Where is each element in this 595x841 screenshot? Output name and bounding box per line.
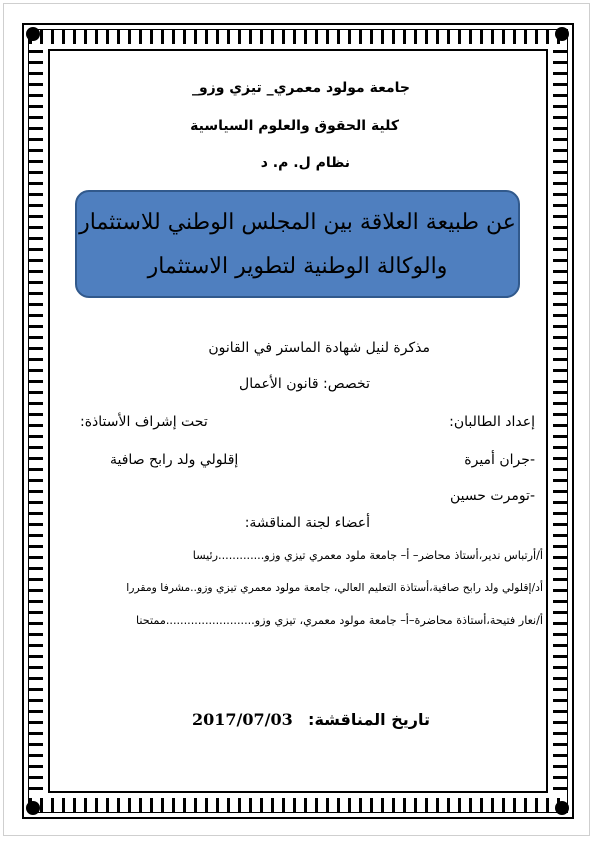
student-name: -تومرت حسين [449, 488, 535, 504]
thesis-title-line-1: عن طبيعة العلاقة بين المجلس الوطني للاستثمار [79, 210, 516, 235]
committee-member: أد/إقلولي ولد رابح صافية،أستاذة التعليم العالي، جامعة مولود معمري تيزي وزو..مشرفا ومقررا [126, 581, 543, 594]
corner-ornament-icon [555, 27, 569, 41]
committee-member: أ/نعار فتيحة،أستاذة محاضرة–أ– جامعة مولود معمري، تيزي وزو.........................ممتحنا [135, 614, 543, 627]
student-name: -جران أميرة [464, 452, 535, 468]
thesis-purpose: مذكرة لنيل شهادة الماستر في القانون [208, 340, 430, 356]
students-heading: إعداد الطالبان: [449, 414, 535, 430]
thesis-title-box [75, 190, 520, 298]
study-system: نظام ل. م. د [260, 155, 350, 171]
committee-heading: أعضاء لجنة المناقشة: [244, 515, 370, 531]
corner-ornament-icon [555, 801, 569, 815]
faculty-name: كلية الحقوق والعلوم السياسية [190, 118, 399, 134]
supervisor-heading: تحت إشراف الأستاذة: [80, 414, 208, 430]
corner-ornament-icon [26, 27, 40, 41]
thesis-title-line-2: والوكالة الوطنية لتطوير الاستثمار [147, 254, 448, 279]
committee-member: أ/أرتباس ندير،أستاذ محاضر– أ– جامعة ملود معمري تيزي وزو.............رئيسا [192, 549, 543, 562]
defense-date-label: تاريخ المناقشة: [308, 710, 430, 729]
university-name: جامعة مولود معمري_ تيزي وزو_ [191, 80, 410, 96]
specialty: تخصص: قانون الأعمال [239, 376, 370, 392]
supervisor-name: إقلولي ولد رابح صافية [110, 452, 239, 468]
corner-ornament-icon [26, 801, 40, 815]
defense-date-value: 2017/07/03 [192, 710, 293, 729]
